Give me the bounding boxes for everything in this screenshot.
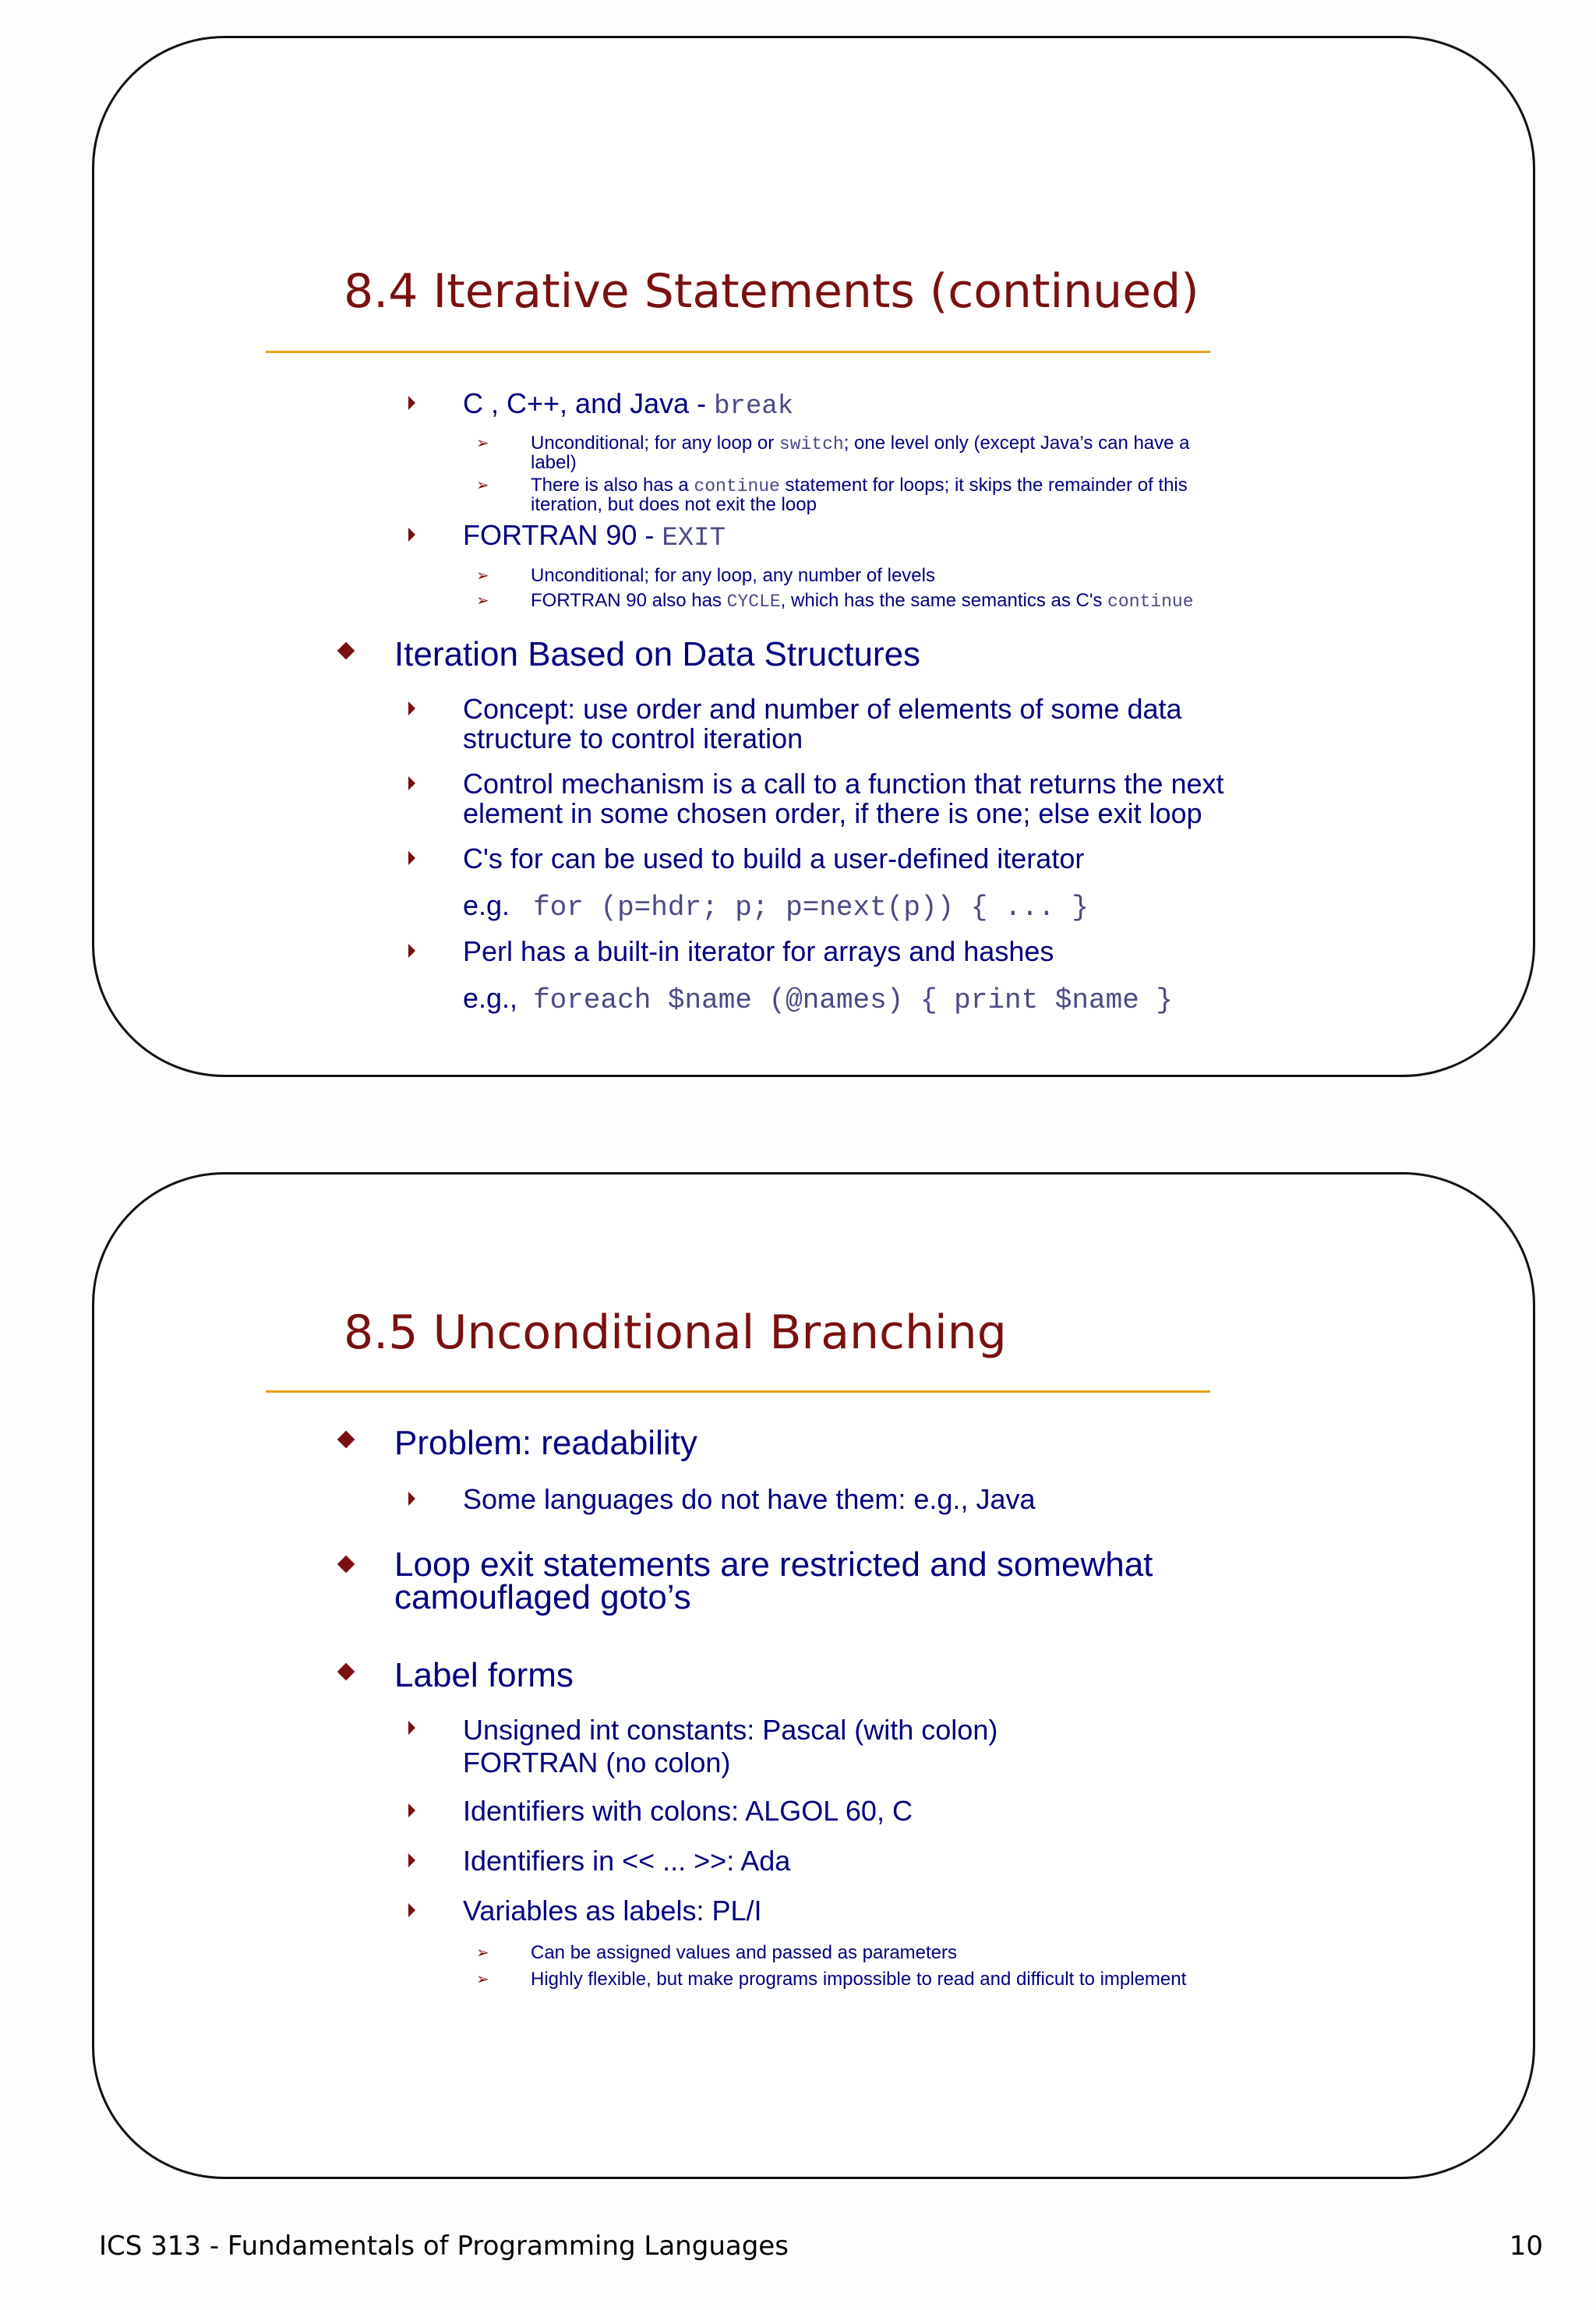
- triangle-bullet-icon: [408, 1721, 415, 1735]
- sub-bullet-text: label): [531, 452, 577, 473]
- bullet-text: Label forms: [394, 1656, 574, 1694]
- diamond-bullet-icon: [337, 1431, 355, 1449]
- sub-bullet-text: Unconditional; for any loop, any number of levels: [531, 565, 935, 586]
- bullet-concept: [463, 694, 1182, 754]
- diamond-bullet-icon: [337, 1663, 355, 1681]
- bullet-text: C's for can be used to build a user-defined iterator: [463, 842, 1085, 874]
- bullet-text: C , C++, and Java -: [463, 387, 715, 419]
- bullet-unsigned-int: [463, 1714, 998, 1779]
- example-label: e.g.,: [463, 982, 518, 1014]
- triangle-bullet-icon: [408, 701, 415, 715]
- bullet-perl: [463, 937, 1054, 966]
- triangle-bullet-icon: [408, 1803, 415, 1817]
- bullet-text: FORTRAN 90 -: [463, 519, 662, 551]
- bullet-problem-sub: [463, 1485, 1035, 1514]
- bullet-text: Identifiers with colons: ALGOL 60, C: [463, 1795, 913, 1827]
- triangle-bullet-icon: [408, 396, 415, 410]
- bullet-text: Some languages do not have them: e.g., Java: [463, 1483, 1036, 1515]
- bullet-text: Problem: readability: [394, 1424, 697, 1462]
- bullet-text: Loop exit statements are restricted and somewhat: [394, 1545, 1153, 1584]
- bullet-identifiers-ada: [463, 1846, 790, 1876]
- title-underline: [266, 351, 1210, 353]
- code-exit: EXIT: [662, 524, 726, 553]
- diamond-bullet-icon: [337, 1556, 355, 1574]
- arrowhead-bullet-icon: ➢: [476, 567, 489, 585]
- arrowhead-bullet-icon: ➢: [476, 1971, 489, 1988]
- bullet-exit: [463, 521, 726, 553]
- slide-8-4: [92, 36, 1535, 1077]
- slide-title: 8.5 Unconditional Branching: [344, 1305, 1007, 1360]
- title-underline: [266, 1390, 1210, 1393]
- bullet-problem: [394, 1424, 697, 1463]
- diamond-bullet-icon: [337, 642, 355, 660]
- code-example: for (p=hdr; p; p=next(p)) { ... }: [533, 892, 1089, 924]
- bullet-data-structures: [394, 635, 920, 674]
- triangle-bullet-icon: [408, 1853, 415, 1867]
- bullet-text: Unsigned int constants: Pascal (with colon): [463, 1714, 998, 1746]
- example-perl: [463, 982, 1173, 1016]
- bullet-label-forms: [394, 1656, 574, 1695]
- bullet-loop-exit: [394, 1545, 1153, 1616]
- bullet-identifiers-colons: [463, 1796, 913, 1826]
- arrowhead-bullet-icon: ➢: [476, 435, 489, 452]
- sub-bullet-text: There is also has a: [531, 475, 694, 496]
- sub-bullet-break-2: [476, 475, 1188, 515]
- bullet-text: FORTRAN (no colon): [463, 1747, 731, 1778]
- sub-bullet-text: FORTRAN 90 also has: [531, 590, 727, 611]
- bullet-control: [463, 769, 1223, 828]
- code-switch: switch: [779, 434, 844, 454]
- page-number: 10: [1509, 2231, 1543, 2262]
- example-label: e.g.: [463, 889, 510, 921]
- example-c-for: [463, 889, 1089, 924]
- bullet-text: Perl has a built-in iterator for arrays and hashes: [463, 935, 1054, 967]
- code-cycle: CYCLE: [726, 592, 781, 612]
- bullet-text: camouflaged goto’s: [394, 1578, 691, 1616]
- arrowhead-bullet-icon: ➢: [476, 1944, 489, 1962]
- arrowhead-bullet-icon: ➢: [476, 592, 489, 609]
- sub-bullet-exit-2: [476, 590, 1194, 612]
- sub-bullet-variables-1: [476, 1942, 958, 1963]
- bullet-text: Identifiers in << ... >>: Ada: [463, 1845, 791, 1877]
- bullet-variables: [463, 1896, 762, 1926]
- triangle-bullet-icon: [408, 1903, 415, 1917]
- triangle-bullet-icon: [408, 1492, 415, 1506]
- bullet-text: Control mechanism is a call to a function that returns the next: [463, 768, 1224, 800]
- sub-bullet-variables-2: [476, 1969, 1187, 1990]
- code-continue: continue: [694, 476, 780, 496]
- bullet-text: element in some chosen order, if there is one; else exit loop: [463, 797, 1202, 829]
- bullet-text: Variables as labels: PL/I: [463, 1895, 762, 1927]
- slide-8-5: [92, 1172, 1535, 2179]
- triangle-bullet-icon: [408, 944, 415, 958]
- bullet-text: Iteration Based on Data Structures: [394, 635, 921, 673]
- slide-title: 8.4 Iterative Statements (continued): [344, 264, 1199, 319]
- sub-bullet-text: , which has the same semantics as C's: [780, 590, 1108, 611]
- bullet-break: [463, 389, 793, 422]
- sub-bullet-text: Unconditional; for any loop or: [531, 433, 779, 454]
- bullet-c-for: [463, 844, 1084, 874]
- footer-course-title: ICS 313 - Fundamentals of Programming Languages: [99, 2231, 789, 2262]
- sub-bullet-text: Can be assigned values and passed as parameters: [531, 1942, 958, 1963]
- sub-bullet-text: iteration, but does not exit the loop: [531, 494, 817, 515]
- sub-bullet-exit-1: [476, 565, 935, 586]
- code-continue: continue: [1107, 592, 1194, 612]
- sub-bullet-break-1: [476, 433, 1190, 473]
- code-break: break: [714, 392, 794, 422]
- triangle-bullet-icon: [408, 528, 415, 542]
- bullet-text: structure to control iteration: [463, 722, 803, 754]
- sub-bullet-text: statement for loops; it skips the remainder of this: [779, 475, 1188, 496]
- bullet-text: Concept: use order and number of elements of some data: [463, 693, 1182, 725]
- code-example: foreach $name (@names) { print $name }: [533, 984, 1174, 1016]
- triangle-bullet-icon: [408, 851, 415, 865]
- sub-bullet-text: ; one level only (except Java’s can have a: [843, 433, 1190, 454]
- sub-bullet-text: Highly flexible, but make programs impossible to read and difficult to implement: [531, 1969, 1187, 1990]
- triangle-bullet-icon: [408, 776, 415, 790]
- arrowhead-bullet-icon: ➢: [476, 477, 489, 494]
